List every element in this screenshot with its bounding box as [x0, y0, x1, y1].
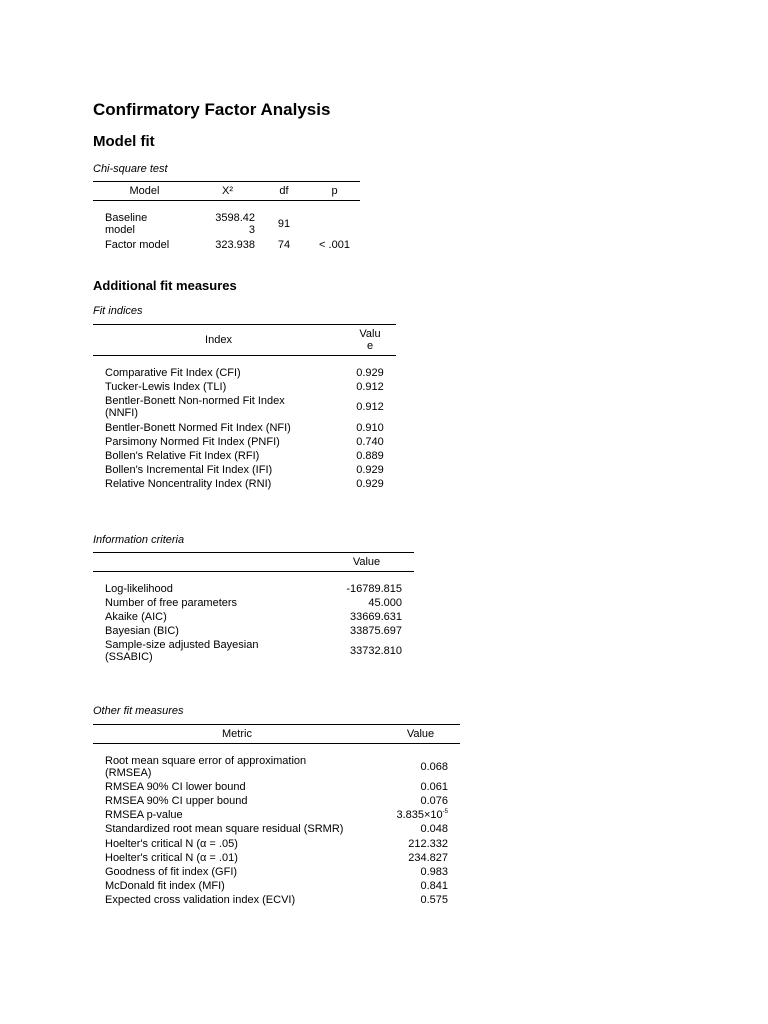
other-fit-caption: Other fit measures	[93, 705, 184, 717]
table-row: McDonald fit index (MFI) 0.841	[105, 880, 448, 892]
fit-indices-table	[93, 324, 396, 492]
table-row: Expected cross validation index (ECVI) 0.575	[105, 894, 448, 906]
table-row: RMSEA p-value $3.835\times 10^{-5}$	[105, 809, 448, 821]
table-row: Standardized root mean square residual (SRMR) 0.048	[105, 823, 448, 835]
table-row: Relative Noncentrality Index (RNI) 0.929	[105, 478, 384, 490]
model-cell: Factor model	[105, 238, 170, 251]
additional-heading: Additional fit measures	[93, 278, 237, 293]
chi-square-caption: Chi-square test	[93, 163, 168, 175]
fit-indices-caption: Fit indices	[93, 305, 143, 317]
table-header-row	[93, 553, 414, 572]
x2-cell: 3598.42 3	[215, 212, 255, 236]
table-header-row	[93, 182, 360, 201]
table-row: Bayesian (BIC) 33875.697	[105, 625, 402, 637]
col-header-value: Value	[352, 556, 381, 568]
col-header-df: df	[279, 185, 289, 197]
table-row: Number of free parameters 45.000	[105, 597, 402, 609]
table-row: Parsimony Normed Fit Index (PNFI) 0.740	[105, 436, 384, 448]
table-row: Akaike (AIC) 33669.631	[105, 611, 402, 623]
table-row	[93, 211, 360, 237]
table-row: Root mean square error of approximation (RMSEA) 0.068	[105, 755, 448, 779]
p-cell: < .001	[319, 238, 350, 251]
table-row: Comparative Fit Index (CFI) 0.929	[105, 367, 384, 379]
table-header-row	[93, 325, 396, 356]
x2-cell: 323.938	[215, 238, 255, 251]
table-row: Bollen's Relative Fit Index (RFI) 0.889	[105, 450, 384, 462]
df-cell: 91	[277, 218, 291, 230]
table-row: Hoelter's critical N (α = .01) 234.827	[105, 852, 448, 864]
table-row: Goodness of fit index (GFI) 0.983	[105, 866, 448, 878]
col-header-value: Valu e	[359, 328, 381, 352]
df-cell: 74	[277, 238, 291, 251]
info-criteria-caption: Information criteria	[93, 534, 185, 546]
table-header-row	[93, 725, 460, 744]
info-criteria-table	[93, 552, 414, 665]
table-row: Bentler-Bonett Normed Fit Index (NFI) 0.910	[105, 421, 384, 434]
col-header-model: Model	[129, 185, 160, 197]
col-header-value: Value	[406, 728, 435, 740]
page-title: Confirmatory Factor Analysis	[93, 100, 331, 119]
table-row: RMSEA 90% CI upper bound 0.076	[105, 795, 448, 807]
table-row: RMSEA 90% CI lower bound 0.061	[105, 781, 448, 793]
table-row: Bollen's Incremental Fit Index (IFI) 0.929	[105, 464, 384, 476]
other-fit-table	[93, 724, 460, 908]
table-row: Log-likelihood -16789.815	[105, 583, 402, 595]
col-header-index: Index	[205, 334, 232, 346]
model-cell: Baseline model	[105, 212, 148, 236]
chi-square-table	[93, 181, 360, 253]
table-row: Bentler-Bonett Non-normed Fit Index (NNFI) 0.912	[105, 395, 384, 419]
model-fit-heading: Model fit	[93, 133, 155, 150]
table-row: Hoelter's critical N (α = .05) 212.332	[105, 837, 448, 850]
table-row: Sample-size adjusted Bayesian (SSABIC) 33732.810	[105, 639, 402, 663]
col-header-p: p	[331, 185, 338, 197]
col-header-blank	[93, 553, 319, 572]
table-row	[93, 237, 360, 253]
table-row: Tucker-Lewis Index (TLI) 0.912	[105, 381, 384, 393]
col-header-metric: Metric	[222, 728, 252, 740]
col-header-x2: X²	[222, 185, 233, 197]
p-cell	[309, 211, 360, 237]
